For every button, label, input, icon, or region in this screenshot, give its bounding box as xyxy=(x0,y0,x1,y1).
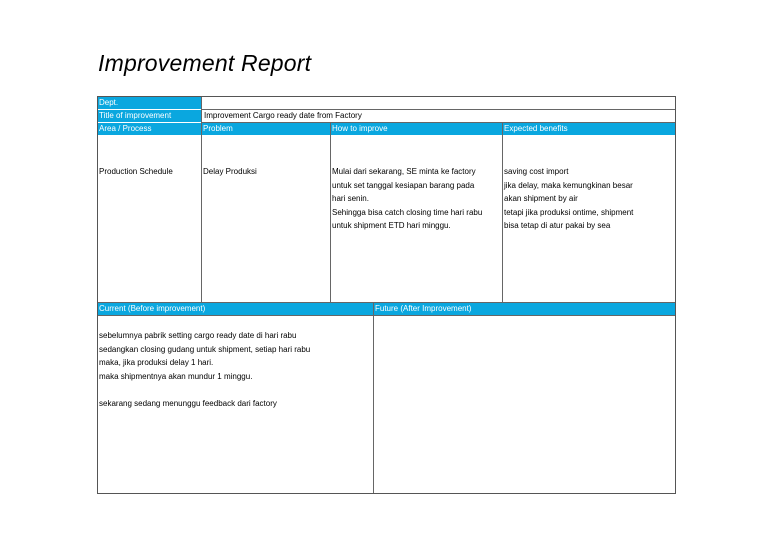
title-of-improvement-value: Improvement Cargo ready date from Factory xyxy=(202,110,675,122)
area-process-value: Production Schedule xyxy=(99,167,173,176)
page-title: Improvement Report xyxy=(98,50,312,76)
grid-line xyxy=(201,135,202,303)
column-problem: Problem xyxy=(202,123,331,135)
future-after-improvement-header: Future (After Improvement) xyxy=(374,303,675,315)
dept-value xyxy=(202,97,675,109)
grid-line xyxy=(330,123,331,303)
current-description: sebelumnya pabrik setting cargo ready date di hari rabu sedangkan closing gudang untuk shipment, setiap hari rabu maka, jika produksi delay 1 hari. maka shipmentnya akan mundur 1 minggu. sekarang sedang menunggu feedback dari factory xyxy=(99,331,311,408)
column-how-to-improve: How to improve xyxy=(331,123,503,135)
improvement-report-table xyxy=(97,96,676,494)
title-of-improvement-label: Title of improvement xyxy=(98,110,202,122)
how-to-improve-value: Mulai dari sekarang, SE minta ke factory untuk set tanggal kesiapan barang pada hari senin. Sehingga bisa catch closing time hari rabu untuk shipment ETD hari minggu. xyxy=(332,167,483,230)
grid-line xyxy=(373,303,374,493)
grid-line xyxy=(502,123,503,303)
grid-line xyxy=(98,302,675,303)
column-area-process: Area / Process xyxy=(98,123,202,135)
current-before-improvement-header: Current (Before improvement) xyxy=(98,303,374,315)
grid-line xyxy=(98,315,675,316)
problem-value: Delay Produksi xyxy=(203,167,257,176)
grid-line xyxy=(202,122,675,123)
dept-label: Dept. xyxy=(98,97,202,109)
grid-line xyxy=(201,97,202,136)
grid-line xyxy=(202,109,675,110)
expected-benefits-value: saving cost import jika delay, maka kemungkinan besar akan shipment by air tetapi jika produksi ontime, shipment bisa tetap di atur pakai by sea xyxy=(504,167,634,230)
column-expected-benefits: Expected benefits xyxy=(503,123,675,135)
